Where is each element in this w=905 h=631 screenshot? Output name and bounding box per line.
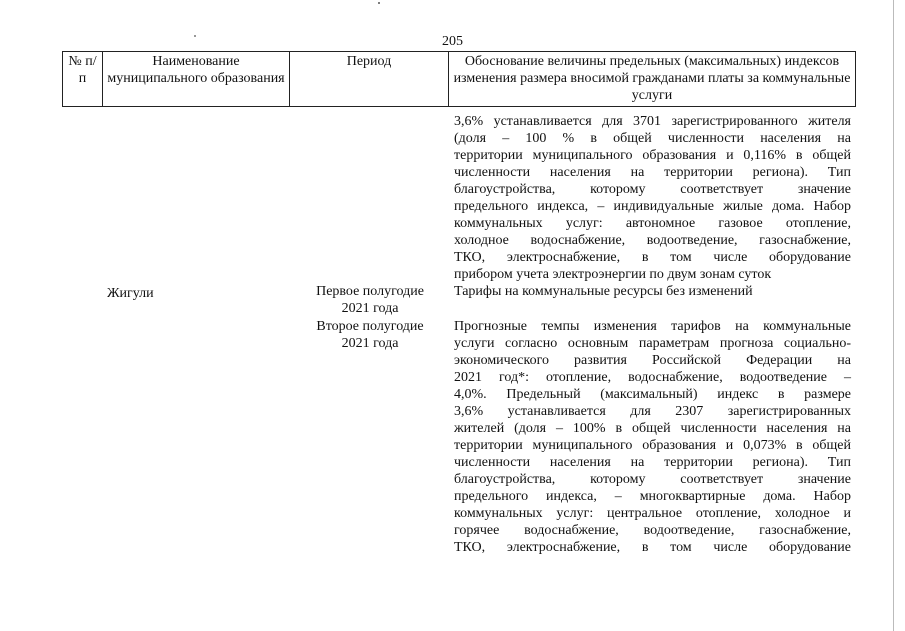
period-line: 2021 года [341, 301, 399, 316]
text-line: прибором учета электроэнергии по двум зонам суток [454, 267, 772, 282]
text-line: жителей (доля – 100% в общей численности населения на [454, 421, 851, 436]
municipality-name: Жигули [107, 286, 154, 301]
header-col-number [63, 52, 103, 107]
text-line: предельного индекса, – многоквартирные дома. Набор [454, 489, 851, 504]
text-line: коммунальных услуг: центральное отопление, холодное и [454, 506, 851, 521]
text-line: благоустройства, которому соответствует значение [454, 182, 851, 197]
text-line: холодное водоснабжение, водоотведение, газоснабжение, [454, 233, 851, 248]
basis-first-half: Тарифы на коммунальные ресурсы без изменений [454, 284, 753, 299]
continuation-text [454, 113, 851, 283]
text-line: коммунальных услуг: автономное газовое отопление, [454, 216, 851, 231]
basis-second-half [454, 318, 851, 556]
table-header [62, 51, 856, 107]
header-col-basis-label: Обоснование величины предельных (максимальных) индексов изменения размера вносимой гражданами платы за коммунальные услуги [453, 54, 851, 103]
header-col-name-label: Наименование муниципального образования [107, 54, 285, 86]
period-line: Первое полугодие [316, 284, 424, 299]
scan-edge-line [893, 0, 894, 631]
page-number: 205 [442, 34, 463, 49]
text-line: экономического развития Российской Федерации на [454, 353, 851, 368]
text-line: территории муниципального образования и 0,073% в общей [454, 438, 851, 453]
text-line: 2021 год*: отопление, водоснабжение, водоотведение – [454, 370, 851, 385]
text-line: (доля – 100 % в общей численности населения на [454, 131, 851, 146]
text-line: ТКО, электроснабжение, в том числе оборудование [454, 540, 851, 555]
header-row [63, 52, 856, 107]
text-line: 3,6% устанавливается для 2307 зарегистрированных [454, 404, 851, 419]
text-line: численности населения на территории региона). Тип [454, 455, 851, 470]
text-line: территории муниципального образования и 0,116% в общей [454, 148, 851, 163]
text-line: Прогнозные темпы изменения тарифов на коммунальные [454, 319, 851, 334]
header-col-period [290, 52, 449, 107]
header-col-period-label: Период [346, 54, 392, 69]
text-line: численности населения на территории региона). Тип [454, 165, 851, 180]
period-second-half [300, 318, 440, 352]
scan-speck [378, 2, 380, 4]
header-col-number-label: № п/п [68, 54, 97, 86]
header-col-name [103, 52, 290, 107]
period-first-half [300, 283, 440, 317]
text-line: 3,6% устанавливается для 3701 зарегистрированного жителя [454, 114, 851, 129]
text-line: горячее водоснабжение, водоотведение, газоснабжение, [454, 523, 851, 538]
text-line: ТКО, электроснабжение, в том числе оборудование [454, 250, 851, 265]
text-line: 4,0%. Предельный (максимальный) индекс в размере [454, 387, 851, 402]
text-line: услуги согласно основным параметрам прогноза социально- [454, 336, 851, 351]
header-col-basis [449, 52, 856, 107]
period-line: Второе полугодие [316, 319, 424, 334]
text-line: благоустройства, которому соответствует значение [454, 472, 851, 487]
period-line: 2021 года [341, 336, 399, 351]
text-line: предельного индекса, – индивидуальные жилые дома. Набор [454, 199, 851, 214]
